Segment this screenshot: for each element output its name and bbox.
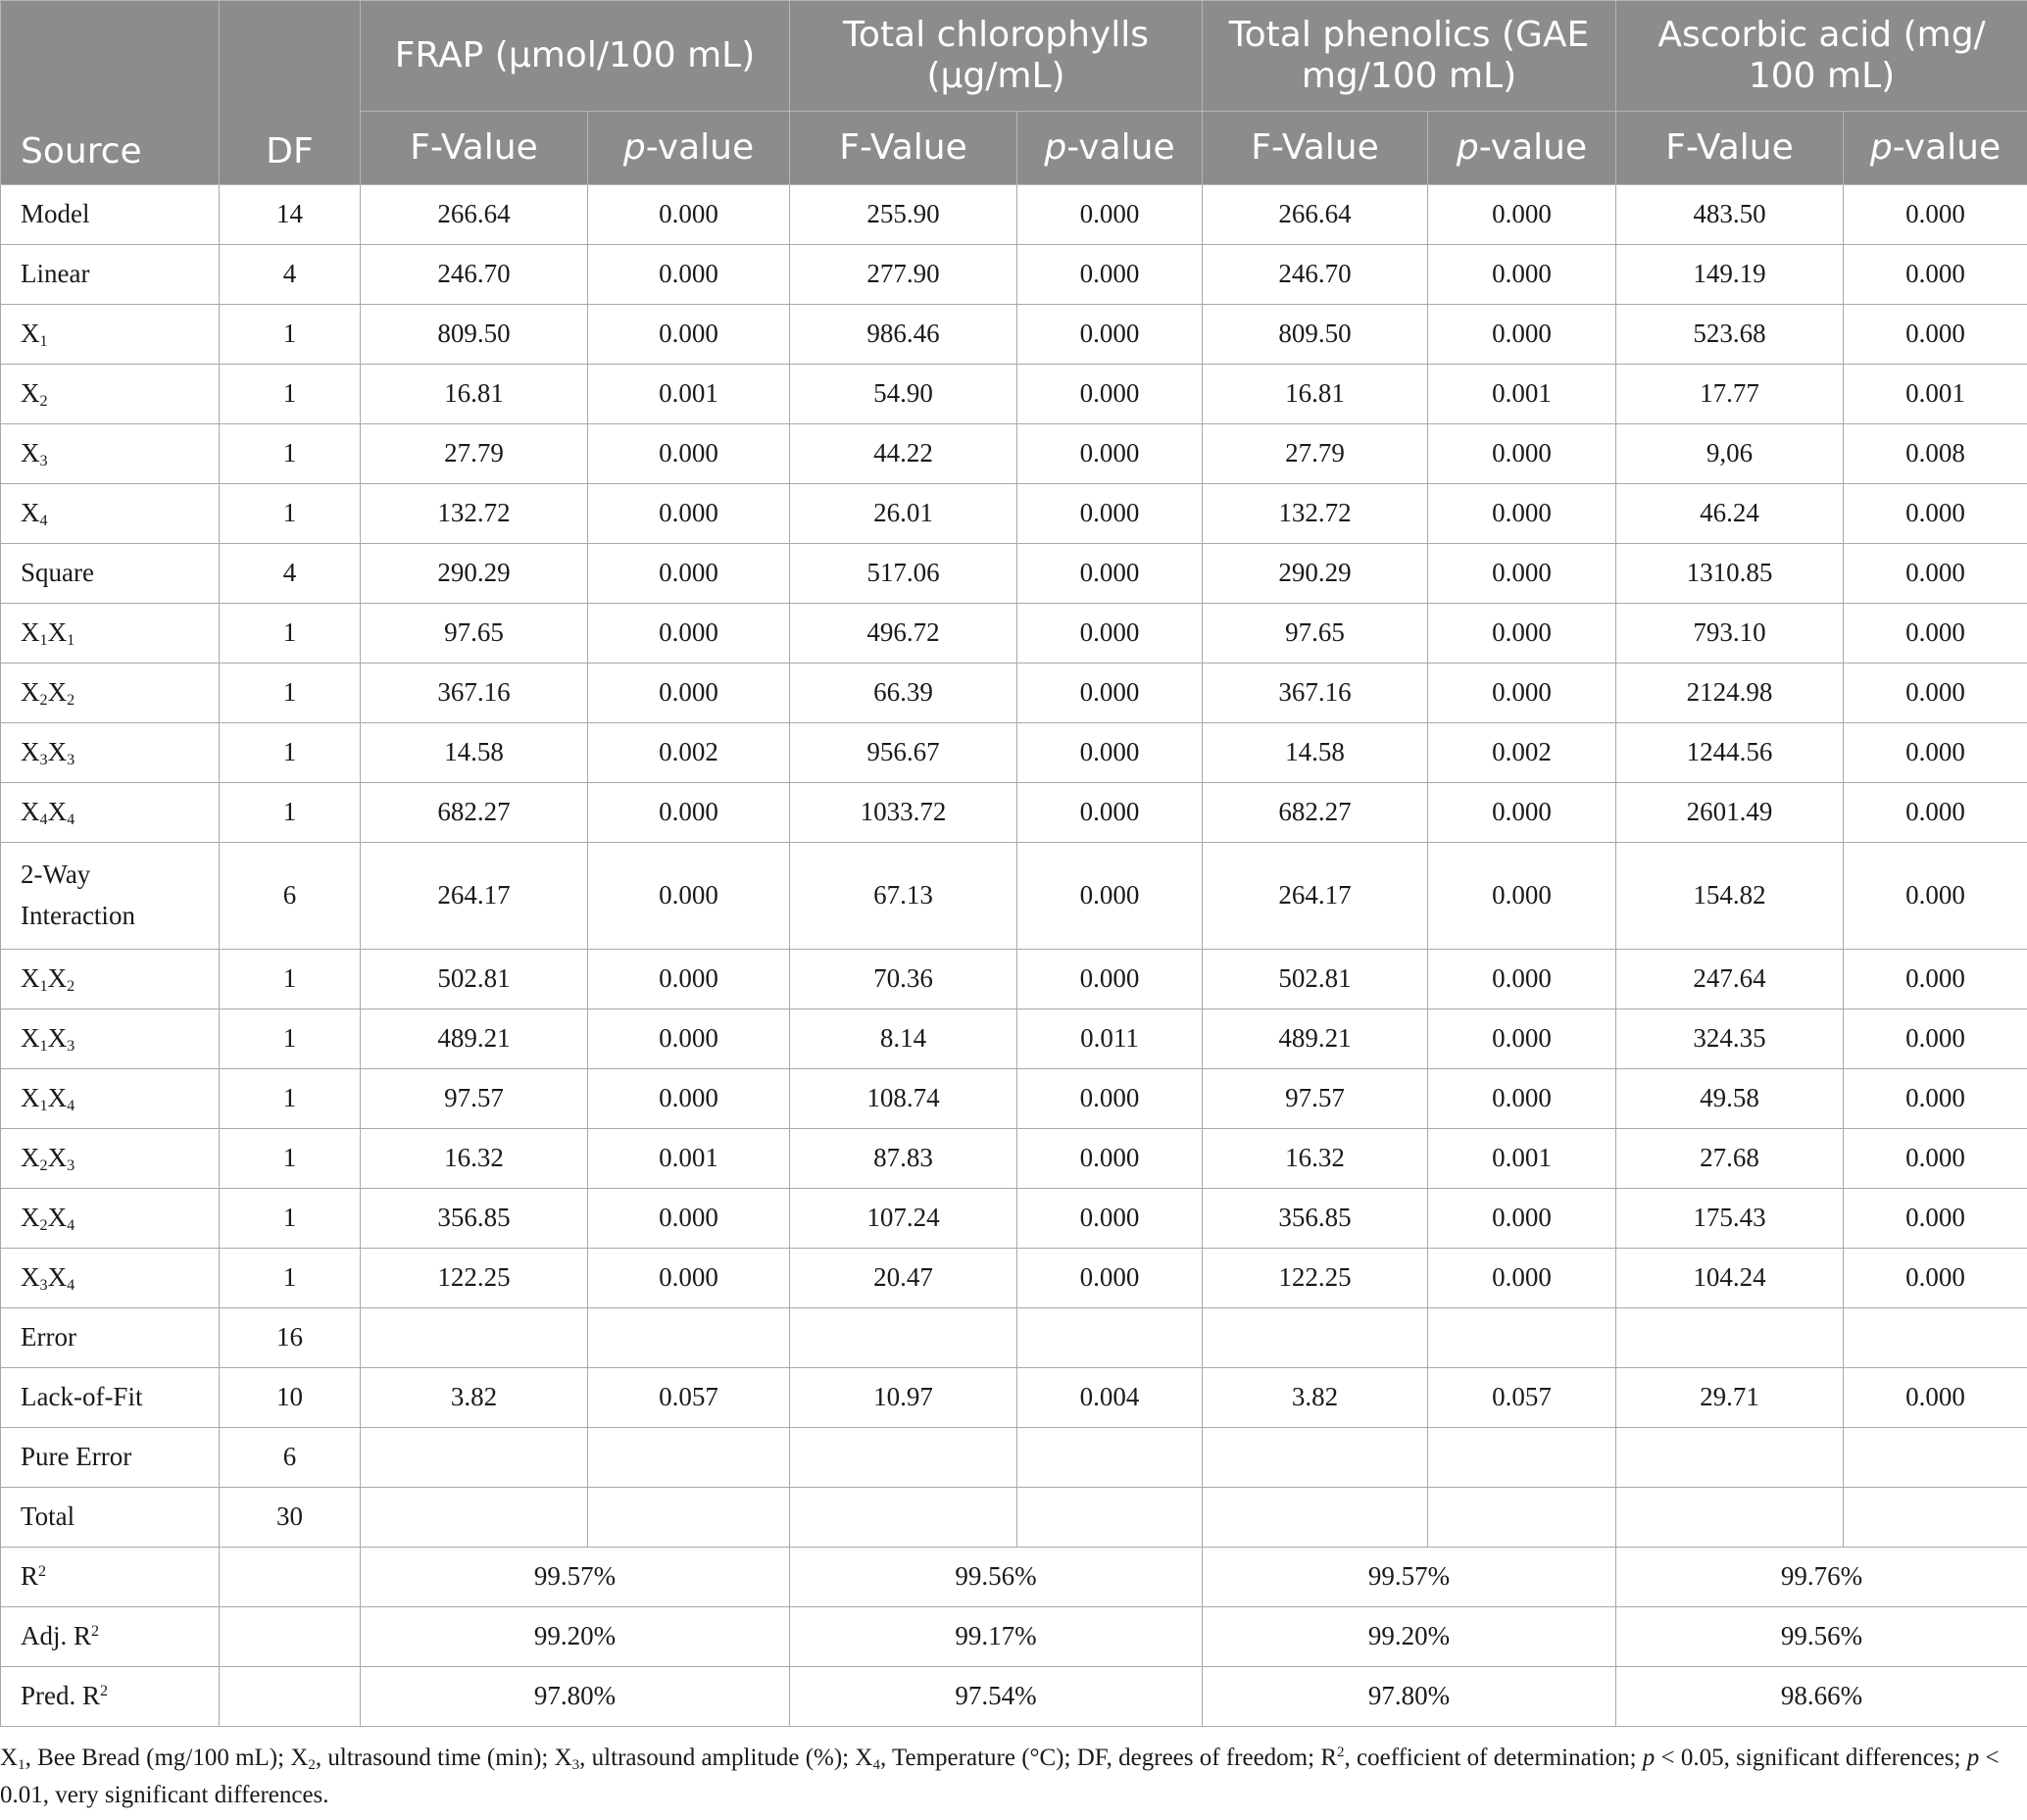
- cell-p-value: 0.000: [1428, 783, 1616, 843]
- table-row: [1, 1069, 2027, 1129]
- table-row: [1, 1189, 2027, 1249]
- cell-p-value: 0.000: [1017, 664, 1203, 723]
- header-df: DF: [220, 1, 361, 185]
- table-header: [1, 1, 2027, 185]
- subheader-f-value: F-Value: [790, 112, 1017, 185]
- cell-p-value: 0.000: [1428, 1009, 1616, 1069]
- footnote-x3: , ultrasound amplitude (%);: [579, 1745, 856, 1771]
- cell-f-value: 27.79: [361, 424, 588, 484]
- subheader-p-value: p-value: [1017, 112, 1203, 185]
- cell-p-value: [1844, 1308, 2027, 1368]
- row-df: 1: [220, 723, 361, 783]
- table-row: [1, 783, 2027, 843]
- cell-f-value: 246.70: [361, 245, 588, 305]
- summary-value: 99.76%: [1616, 1548, 2027, 1607]
- cell-p-value: 0.000: [1017, 843, 1203, 950]
- cell-f-value: 986.46: [790, 305, 1017, 365]
- cell-p-value: 0.057: [588, 1368, 790, 1428]
- cell-f-value: [1616, 1488, 1844, 1548]
- table-row: [1, 604, 2027, 664]
- row-df: 10: [220, 1368, 361, 1428]
- summary-value: 99.20%: [361, 1607, 790, 1667]
- cell-p-value: 0.000: [1428, 604, 1616, 664]
- cell-f-value: 793.10: [1616, 604, 1844, 664]
- cell-f-value: 3.82: [1203, 1368, 1428, 1428]
- cell-f-value: [361, 1488, 588, 1548]
- cell-f-value: 16.32: [1203, 1129, 1428, 1189]
- cell-f-value: [1203, 1488, 1428, 1548]
- cell-f-value: 97.65: [361, 604, 588, 664]
- cell-p-value: 0.000: [1844, 544, 2027, 604]
- cell-p-value: 0.000: [1017, 950, 1203, 1009]
- cell-f-value: 9,06: [1616, 424, 1844, 484]
- cell-p-value: 0.000: [1017, 544, 1203, 604]
- cell-p-value: 0.000: [1428, 664, 1616, 723]
- subheader-f-value: F-Value: [1203, 112, 1428, 185]
- cell-p-value: 0.000: [1844, 1189, 2027, 1249]
- cell-f-value: 489.21: [1203, 1009, 1428, 1069]
- cell-f-value: 16.32: [361, 1129, 588, 1189]
- row-df: 4: [220, 544, 361, 604]
- cell-f-value: 502.81: [361, 950, 588, 1009]
- cell-p-value: 0.000: [588, 783, 790, 843]
- summary-value: 97.80%: [361, 1667, 790, 1727]
- row-df: 4: [220, 245, 361, 305]
- cell-f-value: 247.64: [1616, 950, 1844, 1009]
- summary-df-empty: [220, 1607, 361, 1667]
- cell-f-value: 122.25: [361, 1249, 588, 1308]
- cell-f-value: 682.27: [361, 783, 588, 843]
- cell-f-value: [361, 1308, 588, 1368]
- cell-f-value: 16.81: [361, 365, 588, 424]
- cell-p-value: 0.001: [588, 365, 790, 424]
- cell-f-value: 44.22: [790, 424, 1017, 484]
- cell-p-value: [588, 1488, 790, 1548]
- cell-f-value: 46.24: [1616, 484, 1844, 544]
- cell-f-value: 108.74: [790, 1069, 1017, 1129]
- summary-value: 98.66%: [1616, 1667, 2027, 1727]
- footnote-x2: , ultrasound time (min);: [315, 1745, 555, 1771]
- cell-f-value: 20.47: [790, 1249, 1017, 1308]
- cell-p-value: 0.000: [1428, 484, 1616, 544]
- row-df: 1: [220, 484, 361, 544]
- cell-p-value: 0.000: [1017, 604, 1203, 664]
- summary-label: Pred. $R^2$: [1, 1667, 220, 1727]
- table-row: [1, 245, 2027, 305]
- cell-p-value: 0.000: [1844, 783, 2027, 843]
- cell-p-value: 0.000: [1017, 245, 1203, 305]
- cell-p-value: 0.000: [588, 245, 790, 305]
- cell-f-value: 49.58: [1616, 1069, 1844, 1129]
- cell-p-value: 0.000: [1844, 664, 2027, 723]
- cell-f-value: 809.50: [1203, 305, 1428, 365]
- cell-p-value: [1017, 1428, 1203, 1488]
- footnote-x1: , Bee Bread (mg/100 mL);: [25, 1745, 291, 1771]
- cell-f-value: 264.17: [1203, 843, 1428, 950]
- cell-p-value: 0.002: [588, 723, 790, 783]
- cell-p-value: 0.001: [588, 1129, 790, 1189]
- row-df: 1: [220, 1069, 361, 1129]
- header-chlorophylls: Total chlorophylls (μg/mL): [790, 1, 1203, 112]
- row-df: 1: [220, 1249, 361, 1308]
- cell-f-value: 149.19: [1616, 245, 1844, 305]
- table-body: [1, 185, 2027, 1727]
- row-df: 1: [220, 1129, 361, 1189]
- cell-p-value: 0.000: [1428, 1249, 1616, 1308]
- row-source: Lack-of-Fit: [1, 1368, 220, 1428]
- cell-f-value: 14.58: [1203, 723, 1428, 783]
- row-df: 1: [220, 1009, 361, 1069]
- table-row: [1, 950, 2027, 1009]
- cell-p-value: 0.000: [1844, 1069, 2027, 1129]
- row-source: Total: [1, 1488, 220, 1548]
- cell-p-value: 0.000: [1844, 1368, 2027, 1428]
- subheader-f-value: F-Value: [361, 112, 588, 185]
- cell-p-value: 0.000: [588, 305, 790, 365]
- cell-f-value: 16.81: [1203, 365, 1428, 424]
- header-source: Source: [1, 1, 220, 185]
- table-row: [1, 185, 2027, 245]
- cell-p-value: [1428, 1428, 1616, 1488]
- cell-p-value: 0.000: [1844, 950, 2027, 1009]
- cell-p-value: 0.008: [1844, 424, 2027, 484]
- summary-df-empty: [220, 1548, 361, 1607]
- table-row: [1, 484, 2027, 544]
- cell-f-value: 2601.49: [1616, 783, 1844, 843]
- summary-row: [1, 1607, 2027, 1667]
- table-row: [1, 1488, 2027, 1548]
- cell-f-value: 517.06: [790, 544, 1017, 604]
- cell-p-value: 0.000: [588, 664, 790, 723]
- subheader-p-value: p-value: [588, 112, 790, 185]
- cell-f-value: 87.83: [790, 1129, 1017, 1189]
- row-source: Square: [1, 544, 220, 604]
- summary-value: 99.20%: [1203, 1607, 1616, 1667]
- row-source: $X_1X_3$: [1, 1009, 220, 1069]
- cell-f-value: 97.65: [1203, 604, 1428, 664]
- cell-f-value: 290.29: [1203, 544, 1428, 604]
- cell-f-value: 97.57: [1203, 1069, 1428, 1129]
- cell-f-value: 14.58: [361, 723, 588, 783]
- row-source: $X_4$: [1, 484, 220, 544]
- cell-f-value: 496.72: [790, 604, 1017, 664]
- row-source: $X_3X_4$: [1, 1249, 220, 1308]
- cell-f-value: [790, 1488, 1017, 1548]
- subheader-p-value: p-value: [1844, 112, 2027, 185]
- cell-p-value: 0.000: [588, 424, 790, 484]
- footnote-p005: < 0.05, significant differences;: [1655, 1745, 1967, 1771]
- cell-p-value: 0.000: [1428, 424, 1616, 484]
- cell-f-value: 266.64: [1203, 185, 1428, 245]
- cell-p-value: 0.000: [1844, 1009, 2027, 1069]
- cell-p-value: 0.000: [1844, 604, 2027, 664]
- cell-p-value: 0.011: [1017, 1009, 1203, 1069]
- cell-f-value: [1616, 1428, 1844, 1488]
- cell-f-value: 956.67: [790, 723, 1017, 783]
- table-row: [1, 723, 2027, 783]
- cell-f-value: 367.16: [361, 664, 588, 723]
- cell-p-value: 0.002: [1428, 723, 1616, 783]
- cell-p-value: 0.000: [588, 1249, 790, 1308]
- cell-f-value: 97.57: [361, 1069, 588, 1129]
- row-source: 2-Way Interaction: [1, 843, 220, 950]
- table-row: [1, 544, 2027, 604]
- summary-value: 99.57%: [1203, 1548, 1616, 1607]
- cell-p-value: [588, 1428, 790, 1488]
- row-df: 16: [220, 1308, 361, 1368]
- summary-value: 99.56%: [790, 1548, 1203, 1607]
- header-frap: FRAP (μmol/100 mL): [361, 1, 790, 112]
- summary-df-empty: [220, 1667, 361, 1727]
- cell-f-value: 132.72: [361, 484, 588, 544]
- cell-f-value: 277.90: [790, 245, 1017, 305]
- cell-p-value: 0.000: [1428, 1189, 1616, 1249]
- cell-p-value: 0.000: [1017, 1189, 1203, 1249]
- cell-p-value: 0.000: [1428, 185, 1616, 245]
- row-df: 14: [220, 185, 361, 245]
- cell-p-value: 0.000: [1844, 245, 2027, 305]
- cell-p-value: 0.000: [1017, 1249, 1203, 1308]
- cell-p-value: 0.000: [1428, 1069, 1616, 1129]
- cell-p-value: 0.000: [588, 1009, 790, 1069]
- cell-p-value: 0.000: [1428, 950, 1616, 1009]
- cell-p-value: [588, 1308, 790, 1368]
- cell-p-value: 0.000: [1017, 783, 1203, 843]
- summary-value: 97.80%: [1203, 1667, 1616, 1727]
- cell-f-value: 29.71: [1616, 1368, 1844, 1428]
- cell-p-value: 0.000: [1844, 843, 2027, 950]
- row-source: $X_1X_4$: [1, 1069, 220, 1129]
- table-row: [1, 843, 2027, 950]
- cell-p-value: [1017, 1488, 1203, 1548]
- row-source: $X_2X_2$: [1, 664, 220, 723]
- cell-p-value: 0.000: [588, 843, 790, 950]
- row-source: $X_1X_1$: [1, 604, 220, 664]
- cell-f-value: 2124.98: [1616, 664, 1844, 723]
- cell-f-value: 1310.85: [1616, 544, 1844, 604]
- cell-p-value: 0.000: [1428, 245, 1616, 305]
- row-source: $X_2$: [1, 365, 220, 424]
- table-footnote: $X_1$, Bee Bread (mg/100 mL); $X_2$, ultrasound time (min); $X_3$, ultrasound amplitude (%); $X_4$, Temperature (°C); DF, degrees of freedom; $R^2$, coefficient of determination; p < 0.05, significant differences; p < 0.01, very significant differences.: [0, 1745, 2000, 1808]
- cell-p-value: [1428, 1488, 1616, 1548]
- cell-f-value: 489.21: [361, 1009, 588, 1069]
- summary-value: 99.17%: [790, 1607, 1203, 1667]
- cell-f-value: [361, 1428, 588, 1488]
- table-row: [1, 365, 2027, 424]
- cell-f-value: 523.68: [1616, 305, 1844, 365]
- cell-p-value: 0.000: [588, 1069, 790, 1129]
- header-phenolics: Total phenolics (GAE mg/100 mL): [1203, 1, 1616, 112]
- table-row: [1, 305, 2027, 365]
- cell-f-value: 54.90: [790, 365, 1017, 424]
- cell-p-value: 0.000: [588, 604, 790, 664]
- table-row: [1, 1129, 2027, 1189]
- cell-p-value: 0.000: [588, 950, 790, 1009]
- summary-label: Adj. $R^2$: [1, 1607, 220, 1667]
- cell-p-value: [1428, 1308, 1616, 1368]
- cell-p-value: [1017, 1308, 1203, 1368]
- row-df: 30: [220, 1488, 361, 1548]
- row-source: Linear: [1, 245, 220, 305]
- cell-f-value: 8.14: [790, 1009, 1017, 1069]
- cell-f-value: 266.64: [361, 185, 588, 245]
- row-source: $X_1$: [1, 305, 220, 365]
- cell-f-value: 27.79: [1203, 424, 1428, 484]
- cell-f-value: 107.24: [790, 1189, 1017, 1249]
- row-source: $X_4X_4$: [1, 783, 220, 843]
- row-source: $X_2X_4$: [1, 1189, 220, 1249]
- cell-p-value: [1844, 1488, 2027, 1548]
- cell-f-value: 246.70: [1203, 245, 1428, 305]
- row-df: 6: [220, 1428, 361, 1488]
- row-df: 1: [220, 1189, 361, 1249]
- cell-p-value: 0.000: [1017, 365, 1203, 424]
- cell-f-value: 17.77: [1616, 365, 1844, 424]
- cell-f-value: 264.17: [361, 843, 588, 950]
- row-source: Error: [1, 1308, 220, 1368]
- table-row: [1, 1249, 2027, 1308]
- cell-p-value: 0.001: [1428, 365, 1616, 424]
- footnote-p001: < 0.01, very significant differences.: [0, 1745, 2000, 1808]
- cell-f-value: 483.50: [1616, 185, 1844, 245]
- cell-f-value: 26.01: [790, 484, 1017, 544]
- row-source: $X_3X_3$: [1, 723, 220, 783]
- cell-f-value: 10.97: [790, 1368, 1017, 1428]
- cell-f-value: 27.68: [1616, 1129, 1844, 1189]
- cell-f-value: 1033.72: [790, 783, 1017, 843]
- row-df: 1: [220, 365, 361, 424]
- summary-label: $R^2$: [1, 1548, 220, 1607]
- cell-f-value: 290.29: [361, 544, 588, 604]
- cell-f-value: [1203, 1428, 1428, 1488]
- cell-f-value: 175.43: [1616, 1189, 1844, 1249]
- cell-p-value: 0.000: [588, 484, 790, 544]
- cell-p-value: [1844, 1428, 2027, 1488]
- header-ascorbic: Ascorbic acid (mg/ 100 mL): [1616, 1, 2027, 112]
- cell-p-value: 0.000: [1428, 305, 1616, 365]
- cell-p-value: 0.000: [1844, 484, 2027, 544]
- row-df: 1: [220, 305, 361, 365]
- cell-p-value: 0.000: [588, 544, 790, 604]
- cell-f-value: 502.81: [1203, 950, 1428, 1009]
- subheader-f-value: F-Value: [1616, 112, 1844, 185]
- cell-p-value: 0.000: [588, 1189, 790, 1249]
- cell-p-value: 0.001: [1844, 365, 2027, 424]
- cell-f-value: 356.85: [361, 1189, 588, 1249]
- cell-p-value: 0.000: [588, 185, 790, 245]
- cell-p-value: 0.000: [1017, 185, 1203, 245]
- row-df: 1: [220, 950, 361, 1009]
- row-df: 1: [220, 604, 361, 664]
- cell-f-value: [790, 1428, 1017, 1488]
- cell-f-value: 367.16: [1203, 664, 1428, 723]
- cell-p-value: 0.000: [1844, 723, 2027, 783]
- cell-p-value: 0.057: [1428, 1368, 1616, 1428]
- cell-f-value: 324.35: [1616, 1009, 1844, 1069]
- cell-p-value: 0.000: [1844, 305, 2027, 365]
- subheader-p-value: p-value: [1428, 112, 1616, 185]
- cell-f-value: 132.72: [1203, 484, 1428, 544]
- summary-row: [1, 1548, 2027, 1607]
- row-df: 1: [220, 424, 361, 484]
- summary-row: [1, 1667, 2027, 1727]
- footnote-r2: , coefficient of determination;: [1344, 1745, 1643, 1771]
- cell-f-value: 809.50: [361, 305, 588, 365]
- cell-f-value: [1203, 1308, 1428, 1368]
- cell-f-value: 70.36: [790, 950, 1017, 1009]
- summary-value: 99.57%: [361, 1548, 790, 1607]
- cell-p-value: 0.000: [1017, 484, 1203, 544]
- cell-p-value: 0.000: [1017, 1069, 1203, 1129]
- cell-f-value: 154.82: [1616, 843, 1844, 950]
- row-df: 1: [220, 783, 361, 843]
- cell-p-value: 0.000: [1017, 305, 1203, 365]
- table-row: [1, 664, 2027, 723]
- table-row: [1, 1009, 2027, 1069]
- cell-p-value: 0.000: [1428, 843, 1616, 950]
- cell-f-value: 3.82: [361, 1368, 588, 1428]
- cell-f-value: 66.39: [790, 664, 1017, 723]
- summary-value: 97.54%: [790, 1667, 1203, 1727]
- footnote-x4: , Temperature (°C); DF, degrees of freedom; R: [879, 1745, 1337, 1771]
- cell-p-value: 0.001: [1428, 1129, 1616, 1189]
- row-df: 1: [220, 664, 361, 723]
- row-source: $X_3$: [1, 424, 220, 484]
- summary-value: 99.56%: [1616, 1607, 2027, 1667]
- cell-p-value: 0.000: [1017, 424, 1203, 484]
- row-source: $X_1X_2$: [1, 950, 220, 1009]
- table-row: [1, 1308, 2027, 1368]
- cell-f-value: [790, 1308, 1017, 1368]
- cell-f-value: 356.85: [1203, 1189, 1428, 1249]
- cell-p-value: 0.000: [1844, 1249, 2027, 1308]
- row-source: Model: [1, 185, 220, 245]
- cell-p-value: 0.000: [1428, 544, 1616, 604]
- cell-p-value: 0.000: [1017, 723, 1203, 783]
- cell-p-value: 0.004: [1017, 1368, 1203, 1428]
- cell-p-value: 0.000: [1844, 185, 2027, 245]
- table-row: [1, 424, 2027, 484]
- cell-p-value: 0.000: [1844, 1129, 2027, 1189]
- cell-f-value: 255.90: [790, 185, 1017, 245]
- cell-f-value: 682.27: [1203, 783, 1428, 843]
- row-source: $X_2X_3$: [1, 1129, 220, 1189]
- row-df: 6: [220, 843, 361, 950]
- row-source: Pure Error: [1, 1428, 220, 1488]
- cell-f-value: 67.13: [790, 843, 1017, 950]
- cell-f-value: 122.25: [1203, 1249, 1428, 1308]
- cell-f-value: [1616, 1308, 1844, 1368]
- table-row: [1, 1428, 2027, 1488]
- cell-p-value: 0.000: [1017, 1129, 1203, 1189]
- cell-f-value: 104.24: [1616, 1249, 1844, 1308]
- cell-f-value: 1244.56: [1616, 723, 1844, 783]
- table-row: [1, 1368, 2027, 1428]
